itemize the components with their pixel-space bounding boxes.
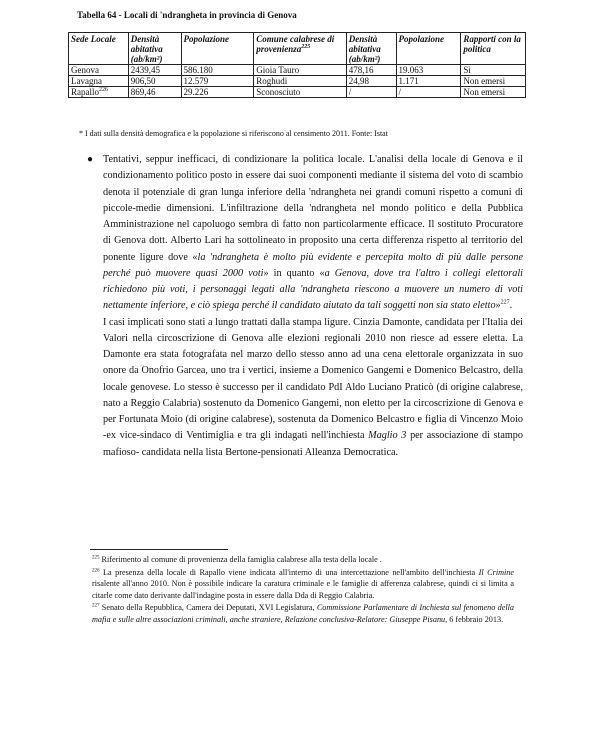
cell-comune: Sconosciuto (254, 87, 347, 98)
cell-densita2: 478,16 (346, 65, 396, 76)
paragraph-1: Tentativi, seppur inefficaci, di condizionare la politica locale. L'analisi della locale di Genova e il condizionamento politico posto in essere dai suoi componenti mediante il sistema del voto di scambio denota il potenziale di gran lunga inferiore della 'ndrangheta nei grandi comuni rispetto a comuni di piccole-medie dimensioni. L'infiltrazione della 'ndrangheta nel mondo politico e della Pubblica Amministrazione nel capoluogo sembra di fatto non particolarmente efficace. Il sostituto Procuratore di Genova dott. Alberto Lari ha sottolineato in proposito una certa differenza rispetto al territorio del ponente ligure dove «la 'ndrangheta è molto più evidente e percepita molto di più dalle persone perché può muovere quasi 2000 voti» in quanto «a Genova, dove tra l'altro i collegi elettorali richiedono più voti, i personaggi legati alla 'ndrangheta riescono a muovere un numero di voti nettamente inferiore, e ciò spiega perché il candidato aiutato da tali soggetti non sia stato eletto»$^{227}$. (103, 154, 523, 312)
cell-popolazione2: / (396, 87, 461, 98)
footnote-226: $^{226}$ La presenza della locale di Rapallo viene indicata all'interno di una intercettazione nell'ambito dell'inchiesta Il Crimine risalente all'anno 2010. Non è possibile indicare la caratura criminale e le famiglie di afferenza calabrese, quindi ci si limita a citarle come dato derivante dall'indagine posta in essere dalla Dda di Reggio Calabria. (92, 567, 515, 600)
header-cell: Densità abitativa (ab/km²) (128, 33, 181, 65)
cell-densita: 2439,45 (128, 65, 181, 76)
footnote-227: $^{227}$ Senato della Repubblica, Camera dei Deputati, XVI Legislatura, Commissione Parlamentare di Inchiesta sul fenomeno della mafia e sulle altre associazioni criminali, anche straniere, Relazione conclusiva-Relatore: Giuseppe Pisanu, 6 febbraio 2013. (92, 603, 515, 624)
locali-table (68, 32, 526, 98)
cell-densita2: 24,98 (346, 76, 396, 87)
cell-popolazione: 586.180 (181, 65, 254, 76)
table-row (69, 76, 526, 87)
cell-sede: Rapallo$^{226}$ (69, 87, 129, 98)
header-cell: Popolazione (396, 33, 461, 65)
header-cell: Densità abitativa (ab/km²) (346, 33, 396, 65)
table-title: Tabella 64 - Locali di 'ndrangheta in provincia di Genova (77, 10, 297, 20)
paragraph-2: I casi implicati sono stati a lungo trattati dalla stampa ligure. Cinzia Damonte, candidata per l'Italia dei Valori nella circoscrizione di Genova alle elezioni regionali 2010 non riesce ad essere eletta. La Damonte era stata fotografata nel marzo dello stesso anno ad una cena elettorale organizzata in suo onore da Onofrio Garcea, uno tra i vertici, insieme a Domenico Gangemi e Domenico Belcastro, della locale genovese. Lo stesso è successo per il candidato PdI Aldo Luciano Praticò (di origine calabrese, nato a Reggio Calabria) sostenuto da Domenico Gangemi, non eletto per la circoscrizione di Genova e per Fortunata Moio (di origine calabrese), sostenuta da Domenico Belcastro e figlia di Vincenzo Moio -ex vice-sindaco di Ventimiglia e tra gli indagati nell'inchiesta Maglio 3 per associazione di stampo mafioso- candidata nella lista Bertone-pensionati Alleanza Democratica. (103, 316, 523, 458)
cell-sede: Lavagna (69, 76, 129, 87)
header-cell: Comune calabrese di provenienza$^{225}$ (254, 33, 347, 65)
body-text (87, 152, 523, 461)
cell-popolazione2: 1.171 (396, 76, 461, 87)
cell-rapporti: Non emersi (461, 76, 526, 87)
bullet-icon: ● (87, 154, 94, 165)
cell-densita: 906,50 (128, 76, 181, 87)
table-note: * I dati sulla densità demografica e la popolazione si riferiscono al censimento 2011. Fonte: Istat (79, 129, 388, 138)
cell-rapporti: Non emersi (461, 87, 526, 98)
cell-sede: Genova (69, 65, 129, 76)
cell-comune: Gioia Tauro (254, 65, 347, 76)
table-row (69, 65, 526, 76)
cell-popolazione: 29.226 (181, 87, 254, 98)
cell-densita2: / (346, 87, 396, 98)
footnote-225: $^{225}$ Riferimento al comune di provenienza della famiglia calabrese alla testa della locale . (92, 555, 382, 564)
footnote-divider (90, 549, 228, 550)
table-row (69, 87, 526, 98)
table-header-row (69, 33, 526, 65)
header-cell: Rapporti con la politica (461, 33, 526, 65)
cell-popolazione: 12.579 (181, 76, 254, 87)
header-cell: Sede Locale (69, 33, 129, 65)
cell-popolazione2: 19.063 (396, 65, 461, 76)
cell-densita: 869,46 (128, 87, 181, 98)
footnotes (92, 554, 514, 627)
cell-comune: Roghudi (254, 76, 347, 87)
header-cell: Popolazione (181, 33, 254, 65)
cell-rapporti: Sì (461, 65, 526, 76)
